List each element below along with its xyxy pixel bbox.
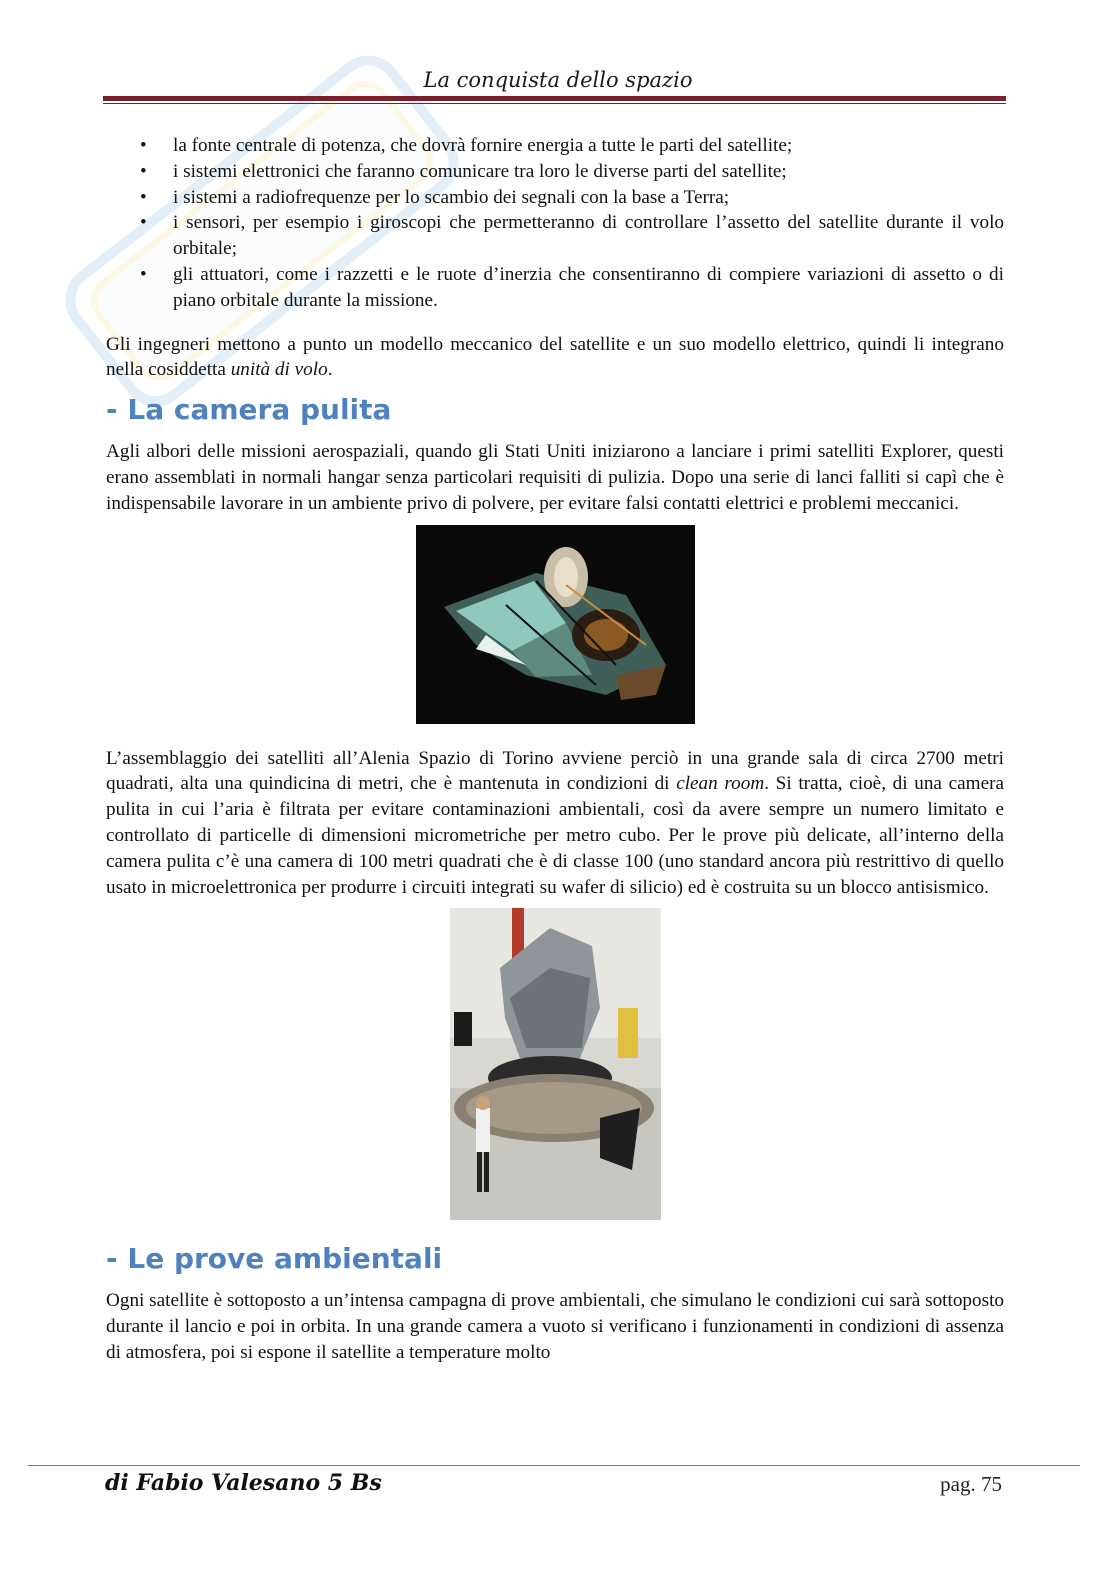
list-item: • i sistemi a radiofrequenze per lo scambio dei segnali con la base a Terra;: [106, 185, 1004, 211]
bullet-icon: •: [140, 263, 147, 285]
figure-satellite: [106, 525, 1004, 724]
paragraph-clean-room: L’assemblaggio dei satelliti all’Alenia Spazio di Torino avviene perciò in una grande sala di circa 2700 metri quadrati, alta una quindicina di metri, che è mantenuta in condizioni di clean room. Si tratta, cioè, di una camera pulita in cui l’aria è filtrata per evitare contaminazioni ambientali, così da avere sempre un numero limitato e controllato di particelle di dimensioni micrometriche per metro cubo. Per le prove più delicate, all’interno della camera pulita c’è una camera di 100 metri quadrati che è di classe 100 (uno standard ancora più restrittivo di quello usato in microelettronica per produrre i circuiti integrati su wafer di silicio) ed è costruita su un blocco antisismico.: [106, 747, 1004, 898]
footer-rule: [28, 1465, 1080, 1466]
bullet-icon: •: [140, 186, 147, 208]
page-header-title: La conquista dello spazio: [423, 68, 693, 92]
header-rule-thin: [103, 103, 1006, 104]
component-list: [106, 133, 1004, 314]
bullet-icon: •: [140, 135, 147, 156]
clean-room-image: [450, 908, 661, 1220]
figure-clean-room: [106, 908, 1004, 1220]
intro-paragraph: Gli ingegneri mettono a punto un modello meccanico del satellite e un suo modello elettrico, quindi li integrano nella cosiddetta unità di volo.: [106, 333, 1004, 381]
page-content: [106, 133, 1004, 1366]
list-item: • la fonte centrale di potenza, che dovrà fornire energia a tutte le parti del satellite;: [106, 133, 1004, 159]
section-heading-camera-pulita: - La camera pulita: [106, 393, 392, 427]
paragraph-explorer: Agli albori delle missioni aerospaziali, quando gli Stati Uniti iniziarono a lanciare i primi satelliti Explorer, questi erano assemblati in normali hangar senza particolari requisiti di pulizia. Dopo una serie di lanci falliti si capì che è indispensabile lavorare in un ambiente privo di polvere, per evitare falsi contatti elettrici e problemi meccanici.: [106, 441, 1004, 514]
header-rule: [103, 96, 1006, 101]
bullet-icon: •: [140, 212, 147, 234]
section-heading-prove-ambientali: - Le prove ambientali: [106, 1242, 443, 1276]
paragraph-prove: Ogni satellite è sottoposto a un’intensa campagna di prove ambientali, che simulano le condizioni cui sarà sottoposto durante il lancio e poi in orbita. In una grande camera a vuoto si verificano i funzionamenti in condizioni di assenza di atmosfera, poi si espone il satellite a temperature molto: [106, 1290, 1004, 1363]
bullet-icon: •: [140, 160, 147, 182]
list-item: • i sistemi elettronici che faranno comunicare tra loro le diverse parti del satellite;: [106, 159, 1004, 185]
list-item: • i sensori, per esempio i giroscopi che permetteranno di controllare l’assetto del satellite durante il volo orbitale;: [140, 212, 1004, 260]
list-item: • gli attuatori, come i razzetti e le ruote d’inerzia che consentiranno di compiere variazioni di assetto o di piano orbitale durante la missione.: [140, 263, 1004, 311]
satellite-image: [416, 525, 695, 724]
footer-author: di Fabio Valesano 5 Bs: [105, 1470, 382, 1496]
page-number: pag. 75: [940, 1472, 1002, 1496]
